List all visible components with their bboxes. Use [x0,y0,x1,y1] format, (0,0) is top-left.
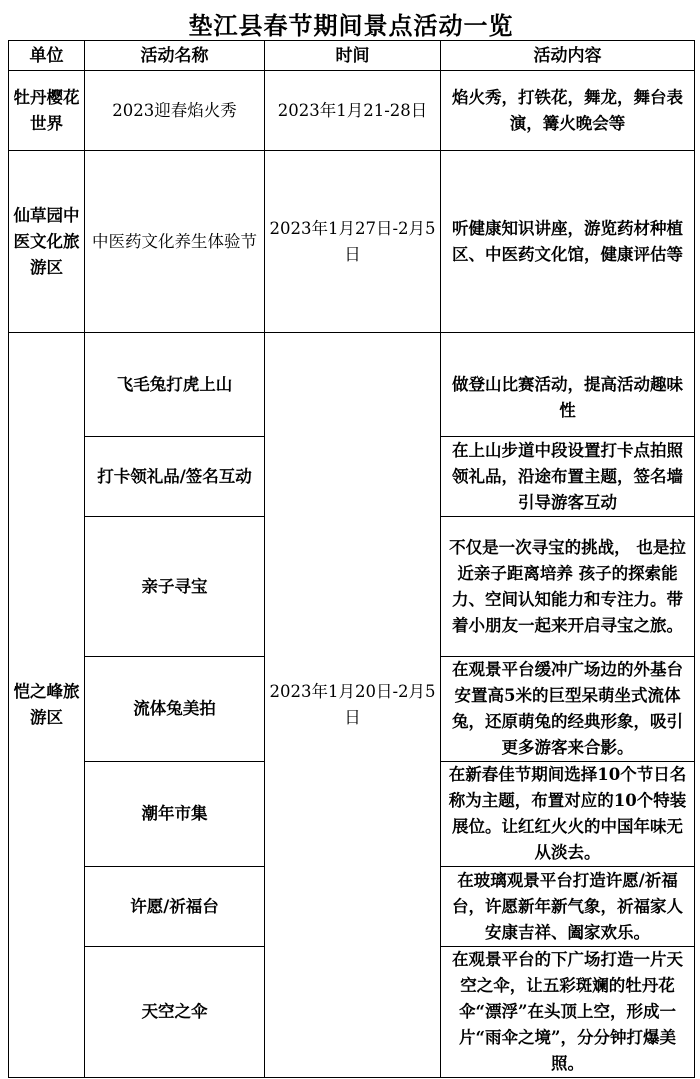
time-cell: 2023年1月21-28日 [265,71,441,151]
header-time: 时间 [265,41,441,71]
table-row [9,333,695,437]
document-title: 垫江县春节期间景点活动一览 [188,10,514,40]
activity-name-cell: 潮年市集 [85,762,265,867]
header-unit: 单位 [9,41,85,71]
content-cell: 听健康知识讲座，游览药材种植区、中医药文化馆，健康评估等 [441,151,695,333]
activity-name-cell: 中医药文化养生体验节 [85,151,265,333]
header-activity-name: 活动名称 [85,41,265,71]
content-cell: 焰火秀，打铁花，舞龙，舞台表演，篝火晚会等 [441,71,695,151]
table-row [9,71,695,151]
time-cell: 2023年1月20日-2月5日 [265,333,441,1078]
content-cell: 在玻璃观景平台打造许愿/祈福台，许愿新年新气象，祈福家人安康吉祥、阖家欢乐。 [441,867,695,947]
activity-name-cell: 亲子寻宝 [85,517,265,657]
content-cell: 不仅是一次寻宝的挑战， 也是拉近亲子距离培养 孩子的探索能力、空间认知能力和专注力。带着小朋友一起来开启寻宝之旅。 [441,517,695,657]
activity-name-cell: 2023迎春焰火秀 [85,71,265,151]
activity-name-cell: 飞毛兔打虎上山 [85,333,265,437]
content-cell: 在观景平台缓冲广场边的外基台安置高5米的巨型呆萌坐式流体兔，还原萌兔的经典形象，吸引更多游客来合影。 [441,657,695,762]
activity-name-cell: 许愿/祈福台 [85,867,265,947]
content-cell: 在上山步道中段设置打卡点拍照领礼品，沿途布置主题，签名墙引导游客互动 [441,437,695,517]
unit-cell: 牡丹樱花世界 [9,71,85,151]
activity-name-cell: 流体兔美拍 [85,657,265,762]
activity-table [8,40,695,1078]
activity-name-cell: 打卡领礼品/签名互动 [85,437,265,517]
table-row [9,151,695,333]
unit-cell: 恺之峰旅游区 [9,333,85,1078]
time-cell: 2023年1月27日-2月5日 [265,151,441,333]
activity-name-cell: 天空之伞 [85,947,265,1078]
content-cell: 在新春佳节期间选择10个节日名称为主题，布置对应的10个特装展位。让红红火火的中国年味无从淡去。 [441,762,695,867]
content-cell: 做登山比赛活动，提高活动趣味性 [441,333,695,437]
unit-cell: 仙草园中医文化旅游区 [9,151,85,333]
header-content: 活动内容 [441,41,695,71]
table-header-row [9,41,695,71]
content-cell: 在观景平台的下广场打造一片天空之伞，让五彩斑斓的牡丹花伞“漂浮”在头顶上空，形成一片“雨伞之境”，分分钟打爆美照。 [441,947,695,1078]
